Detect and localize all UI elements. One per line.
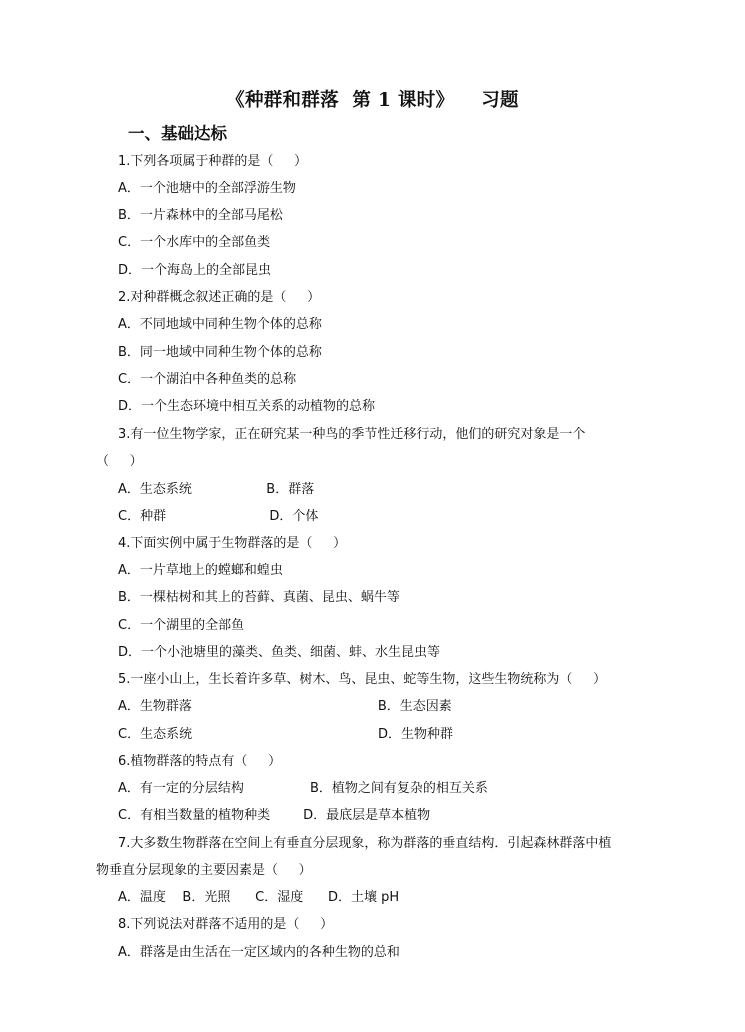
question-3-continued: （ ） (96, 454, 143, 469)
question-1: 1.下列各项属于种群的是（ ） (118, 154, 308, 169)
q1-option-d: D．一个海岛上的全部昆虫 (118, 263, 272, 278)
q4-option-a: A．一片草地上的螳螂和蝗虫 (118, 563, 283, 578)
q7-options: A．温度 B．光照 C．湿度 D．土壤 pH (118, 890, 400, 905)
q4-option-b: B．一棵枯树和其上的苔藓、真菌、昆虫、蜗牛等 (118, 590, 400, 605)
q5-options-cd: C．生态系统 D．生物种群 (118, 727, 454, 742)
q3-options-cd: C．种群 D．个体 (118, 509, 319, 524)
q6-options-cd: C．有相当数量的植物种类 D．最底层是草本植物 (118, 808, 431, 823)
question-5: 5.一座小山上，生长着许多草、树木、鸟、昆虫、蛇等生物，这些生物统称为（ ） (118, 672, 607, 687)
question-3: 3.有一位生物学家，正在研究某一种鸟的季节性迁移行动，他们的研究对象是一个 (118, 427, 586, 442)
q6-options-ab: A．有一定的分层结构 B．植物之间有复杂的相互关系 (118, 781, 488, 796)
question-8: 8.下列说法对群落不适用的是（ ） (118, 917, 334, 932)
section-heading: 一、基础达标 (128, 124, 227, 143)
question-7: 7.大多数生物群落在空间上有垂直分层现象，称为群落的垂直结构．引起森林群落中植 (118, 836, 612, 851)
question-7-continued: 物垂直分层现象的主要因素是（ ） (96, 863, 312, 878)
document-title: 《种群和群落 第 1 课时》 习题 (226, 90, 519, 111)
q1-option-b: B．一片森林中的全部马尾松 (118, 208, 283, 223)
q2-option-a: A．不同地域中同种生物个体的总称 (118, 317, 322, 332)
q5-options-ab: A．生物群落 B．生态因素 (118, 699, 452, 714)
q3-options-ab: A．生态系统 B．群落 (118, 482, 315, 497)
q1-option-c: C．一个水库中的全部鱼类 (118, 235, 271, 250)
q4-option-d: D．一个小池塘里的藻类、鱼类、细菌、蚌、水生昆虫等 (118, 645, 441, 660)
q1-option-a: A．一个池塘中的全部浮游生物 (118, 181, 296, 196)
question-2: 2.对种群概念叙述正确的是（ ） (118, 290, 321, 305)
q4-option-c: C．一个湖里的全部鱼 (118, 618, 245, 633)
question-4: 4.下面实例中属于生物群落的是（ ） (118, 536, 347, 551)
question-6: 6.植物群落的特点有（ ） (118, 754, 282, 769)
q2-option-b: B．同一地域中同种生物个体的总称 (118, 345, 322, 360)
q8-option-a: A．群落是由生活在一定区域内的各种生物的总和 (118, 945, 400, 960)
q2-option-d: D．一个生态环境中相互关系的动植物的总称 (118, 399, 376, 414)
q2-option-c: C．一个湖泊中各种鱼类的总称 (118, 372, 297, 387)
